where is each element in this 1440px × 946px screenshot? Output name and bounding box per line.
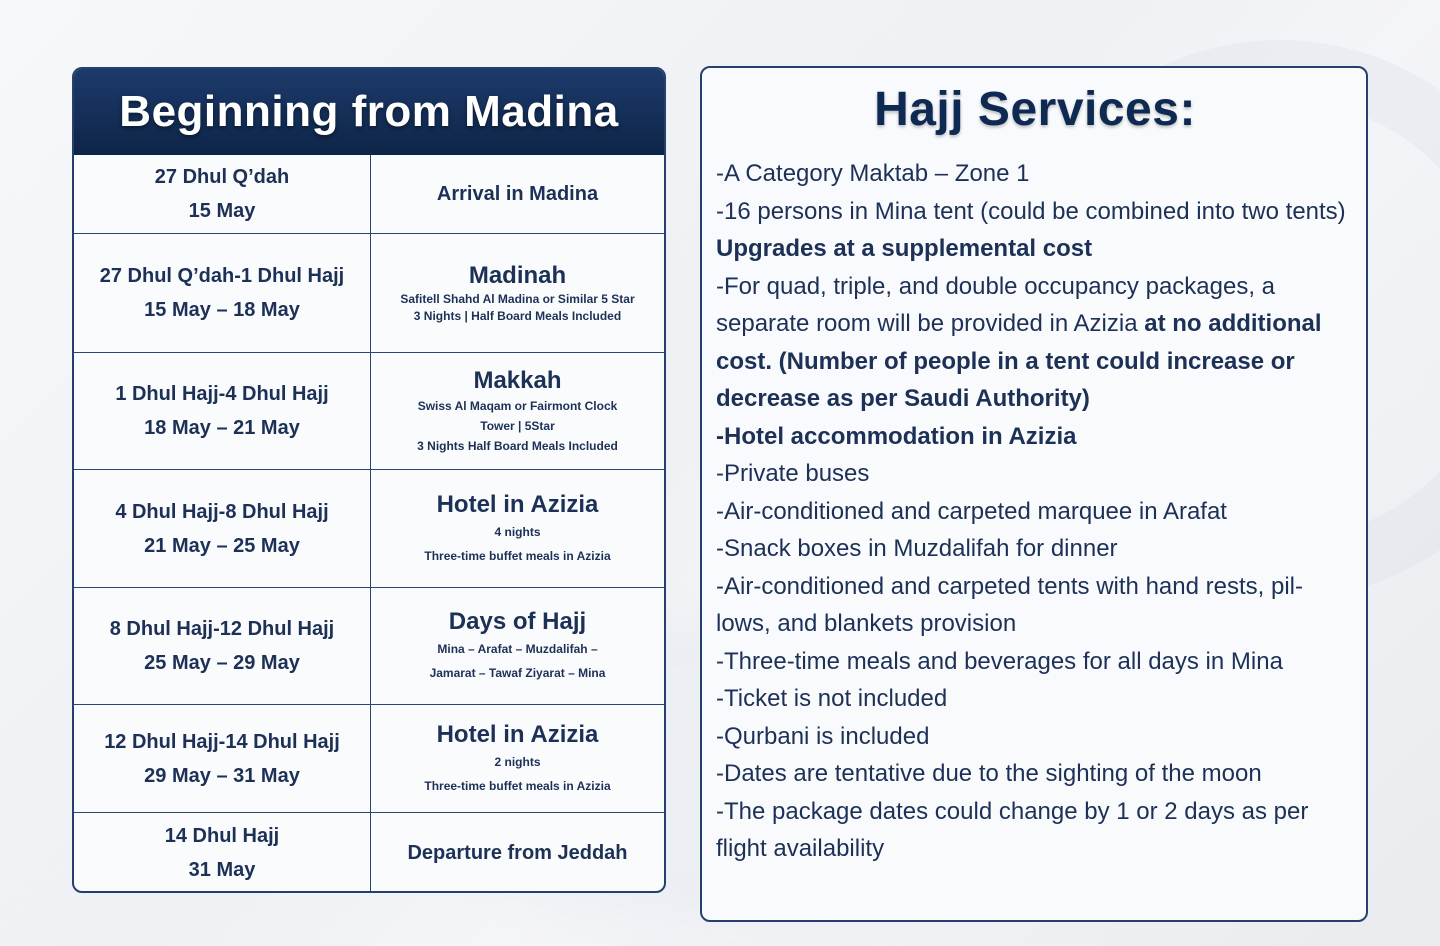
itinerary-title: Beginning from Madina (119, 87, 619, 136)
gregorian-date: 15 May – 18 May (144, 299, 300, 321)
gregorian-date: 31 May (188, 859, 256, 881)
event-cell (371, 234, 664, 352)
service-item: -A Category Maktab – Zone 1 (716, 160, 1030, 187)
service-item (716, 268, 1354, 418)
service-item: -Air-conditioned and carpeted marquee in Arafat (716, 497, 1227, 525)
event-title: Departure from Jeddah (407, 841, 628, 864)
event-title: Hotel in Azizia (436, 720, 599, 748)
event-detail: Three-time buffet meals in Azizia (424, 778, 611, 793)
service-item: -Three-time meals and beverages for all days in Mina (716, 647, 1283, 675)
event-detail: Safitell Shahd Al Madina or Similar 5 Star (400, 292, 635, 306)
gregorian-date: 29 May – 31 May (144, 764, 300, 787)
event-detail: Swiss Al Maqam or Fairmont Clock (417, 399, 618, 413)
event-title: Arrival in Madina (436, 182, 599, 205)
service-highlight: -Hotel accommodation in Azizia (716, 422, 1077, 450)
hijri-date: 14 Dhul Hajj (164, 825, 280, 847)
table-row (74, 588, 664, 705)
event-title: Days of Hajj (448, 608, 587, 635)
gregorian-date: 21 May – 25 May (144, 534, 300, 557)
event-title: Madinah (468, 262, 567, 289)
event-detail: 2 nights (494, 754, 541, 769)
service-highlight: at no additional cost. (Number of people in a tent could increase or decrease as per Saudi Authority) (716, 310, 1322, 412)
service-item: -The package dates could change by 1 or 2 days as per flight availability (716, 797, 1309, 862)
itinerary-header (74, 69, 664, 155)
services-title: Hajj Services: (874, 83, 1196, 136)
date-cell (74, 588, 371, 704)
hijri-date: 4 Dhul Hajj-8 Dhul Hajj (115, 500, 329, 523)
service-text: -For quad, triple, and double occupancy packages, a separate room will be provided in Azizia (716, 272, 1276, 337)
event-detail: Jamarat – Tawaf Ziyarat – Mina (429, 666, 606, 680)
table-row (74, 705, 664, 813)
event-cell (371, 705, 664, 812)
event-detail: 4 nights (494, 524, 541, 539)
event-detail: Mina – Arafat – Muzdalifah – (437, 642, 598, 656)
hijri-date: 1 Dhul Hajj-4 Dhul Hajj (115, 383, 329, 405)
event-cell (371, 813, 664, 893)
hijri-date: 12 Dhul Hajj-14 Dhul Hajj (104, 730, 340, 753)
table-row (74, 470, 664, 588)
service-highlight: Upgrades at a supplemental cost (716, 235, 1093, 262)
gregorian-date: 25 May – 29 May (144, 652, 300, 674)
event-title: Makkah (473, 367, 562, 394)
date-cell (74, 705, 371, 812)
event-cell (371, 470, 664, 587)
event-title: Hotel in Azizia (436, 490, 599, 518)
table-row (74, 813, 664, 893)
service-item: -Ticket is not included (716, 685, 948, 712)
table-row (74, 353, 664, 470)
event-cell (371, 588, 664, 704)
table-row (74, 155, 664, 234)
service-item: -Dates are tentative due to the sighting of the moon (716, 760, 1262, 787)
hijri-date: 27 Dhul Q’dah (154, 166, 290, 188)
date-cell (74, 353, 371, 469)
service-item (716, 418, 1354, 456)
event-detail: 3 Nights | Half Board Meals Included (413, 309, 622, 323)
table-row (74, 234, 664, 353)
service-item: -Private buses (716, 460, 870, 487)
gregorian-date: 18 May – 21 May (144, 417, 300, 439)
hijri-date: 27 Dhul Q’dah-1 Dhul Hajj (99, 265, 345, 287)
service-item: -Air-conditioned and carpeted tents with hand rests, pil- lows, and blankets provision (716, 572, 1303, 637)
date-cell (74, 155, 371, 233)
event-detail: Three-time buffet meals in Azizia (424, 548, 611, 563)
hajj-services-panel (700, 66, 1368, 922)
service-item (716, 193, 1354, 268)
event-cell (371, 155, 664, 233)
services-list (716, 155, 1354, 868)
service-item: -Qurbani is included (716, 722, 930, 750)
service-item: -Snack boxes in Muzdalifah for dinner (716, 535, 1118, 562)
date-cell (74, 813, 371, 893)
event-cell (371, 353, 664, 469)
hijri-date: 8 Dhul Hajj-12 Dhul Hajj (109, 618, 335, 640)
event-detail: Tower | 5Star (480, 419, 555, 433)
date-cell (74, 470, 371, 587)
gregorian-date: 15 May (188, 200, 256, 222)
service-text: -16 persons in Mina tent (could be combined into two tents) (716, 197, 1346, 225)
date-cell (74, 234, 371, 352)
itinerary-table (72, 67, 666, 893)
event-detail: 3 Nights Half Board Meals Included (417, 439, 618, 453)
